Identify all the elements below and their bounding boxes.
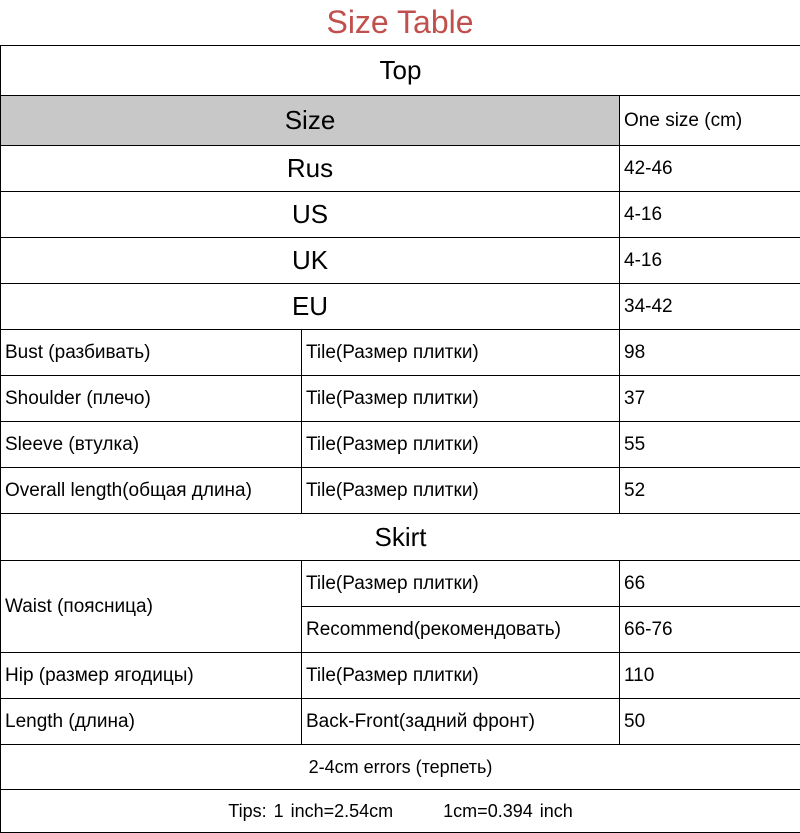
- table-row: [1, 422, 800, 468]
- region-value: 4-16: [620, 192, 800, 238]
- section-top-label: Top: [1, 46, 800, 96]
- one-size-header: One size (cm): [620, 96, 800, 146]
- size-table: [0, 45, 800, 833]
- section-top-row: [1, 46, 800, 96]
- tip-inch: Tips: 1 inch=2.54cm: [228, 801, 393, 821]
- table-row: [1, 238, 800, 284]
- measurement-label: Overall length(общая длина): [1, 468, 302, 514]
- waist-value: 66-76: [620, 607, 800, 653]
- measurement-method: Tile(Размер плитки): [302, 376, 620, 422]
- tip-cm: 1cm=0.394 inch: [443, 801, 573, 821]
- region-label: UK: [1, 238, 620, 284]
- length-label: Length (длина): [1, 699, 302, 745]
- size-header: Size: [1, 96, 620, 146]
- size-header-row: [1, 96, 800, 146]
- tips-row: [1, 790, 800, 833]
- tips-note: [1, 790, 800, 833]
- errors-row: [1, 745, 800, 790]
- measurement-value: 55: [620, 422, 800, 468]
- errors-note: 2-4cm errors (терпеть): [1, 745, 800, 790]
- waist-value: 66: [620, 561, 800, 607]
- length-value: 50: [620, 699, 800, 745]
- region-label: Rus: [1, 146, 620, 192]
- length-method: Back-Front(задний фронт): [302, 699, 620, 745]
- region-value: 34-42: [620, 284, 800, 330]
- measurement-method: Tile(Размер плитки): [302, 468, 620, 514]
- hip-label: Hip (размер ягодицы): [1, 653, 302, 699]
- region-label: EU: [1, 284, 620, 330]
- measurement-label: Sleeve (втулка): [1, 422, 302, 468]
- section-skirt-row: [1, 514, 800, 561]
- measurement-value: 52: [620, 468, 800, 514]
- waist-method: Tile(Размер плитки): [302, 561, 620, 607]
- table-row: [1, 699, 800, 745]
- hip-value: 110: [620, 653, 800, 699]
- measurement-label: Shoulder (плечо): [1, 376, 302, 422]
- table-row: [1, 146, 800, 192]
- table-row: [1, 284, 800, 330]
- table-row: [1, 376, 800, 422]
- hip-method: Tile(Размер плитки): [302, 653, 620, 699]
- measurement-method: Tile(Размер плитки): [302, 330, 620, 376]
- waist-label: Waist (поясница): [1, 561, 302, 653]
- table-row: [1, 192, 800, 238]
- table-row: [1, 561, 800, 607]
- page-title: Size Table: [0, 0, 800, 45]
- measurement-value: 37: [620, 376, 800, 422]
- region-label: US: [1, 192, 620, 238]
- region-value: 42-46: [620, 146, 800, 192]
- table-row: [1, 330, 800, 376]
- waist-method: Recommend(рекомендовать): [302, 607, 620, 653]
- section-skirt-label: Skirt: [1, 514, 800, 561]
- measurement-value: 98: [620, 330, 800, 376]
- table-row: [1, 653, 800, 699]
- table-row: [1, 468, 800, 514]
- region-value: 4-16: [620, 238, 800, 284]
- measurement-label: Bust (разбивать): [1, 330, 302, 376]
- measurement-method: Tile(Размер плитки): [302, 422, 620, 468]
